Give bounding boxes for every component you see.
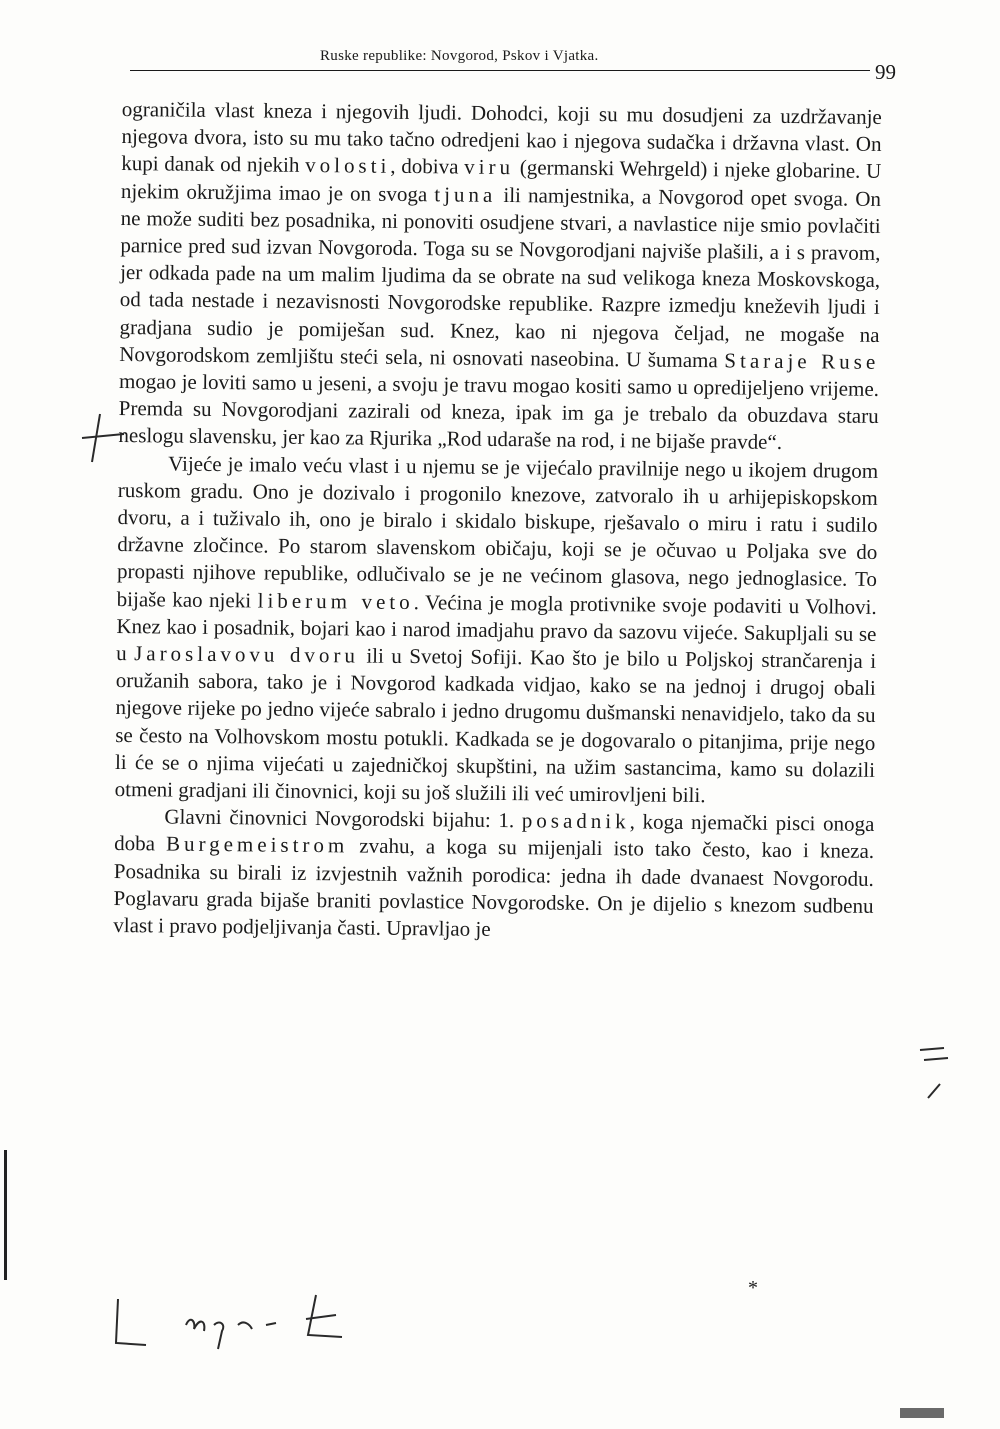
page-number: 99	[875, 60, 896, 84]
scan-speck	[4, 1150, 7, 1280]
p1-text-1: ograničila vlast kneza i njegovih ljudi. Dohodci, koji su mu dosudjeni za uzdržavanje njegova dvora, isto su mu tako tačno odredjeni kao i njegova sudačka i državna vlast. On kupi danak od njekih	[121, 96, 882, 178]
p1-term-volosti: volosti	[305, 153, 391, 179]
p2-text-1: Vijeće je imalo veću vlast i u njemu se je vijećalo pravilnije nego u ikojem drugom ruskom gradu. Ono je dozivalo i progonilo knezove, zatvoralo ih u arhijepiskopskom dvoru, a i tuživalo ih, ono je biralo i skidalo biskupe, rješavalo o miru i ratu i sudilo državne zločince. Po starom slavenskom običaju, koji se je očuvao u Poljaka sve do propasti njihove republike, odlučivalo se je ne većinom glasova, nego jednoglasice. To bijaše kao njeki	[116, 451, 879, 613]
p2-text-3: ili u Svetoj Sofiji. Kao što je bilo u Poljskoj strančarenja i oružanih sabora, tako je i Novgorod kadkada vidjao, kako se na jednoj i drugoj obali njegove rijeke po jedno vijeće sabralo i jedno drugomu dušmanski nenavidjelo, tako da su se često na Volhovskom mostu potukli. Kadkada se je dogovaralo o pitanjima, prije nego li će se o njima vijećati u zajedničkoj skupštini, na užim sastancima, kamo su dolazili otmeni gradjani ili činovnici, koji su još služili ili već umirovljeni bili.	[114, 643, 877, 808]
p3-text-1: Glavni činovnici Novgorodski bijahu: 1.	[164, 804, 522, 833]
p3-text-2: , koga njemački pisci onoga doba	[114, 809, 875, 856]
footnote-mark: *	[748, 1277, 758, 1299]
bottom-handwritten-scribble	[110, 1285, 370, 1355]
right-margin-mark	[914, 1040, 954, 1100]
scan-speck	[900, 1408, 944, 1418]
running-title: Ruske republike: Novgorod, Pskov i Vjatka.	[320, 48, 599, 64]
p3-term-posadnik: posadnik	[521, 808, 630, 834]
p3-text-3: zvahu, a koga su mijenjali isto tako često, kao i kneza. Posadnika su birali iz izvjestnih važnih porodica: jedna ih dade dvanaest Novgorodu. Poglavaru grada bijaše braniti povlastice Novgorodske. On je dijelio s knezom sudbenu vlast i pravo podjeljivanja časti. Upravljao je	[113, 833, 875, 941]
paragraph-1	[118, 96, 882, 458]
running-head	[130, 44, 900, 84]
body-text	[113, 96, 882, 947]
p2-text-2: . Većina je mogla protivnike svoje podaviti u Volhovi. Knez kao i posadnik, bojari kao i narod imadjahu pravo da sazovu vijeće. Sakupljali su se u	[116, 589, 877, 666]
p3-term-burgemeistrom: Burgemeistrom	[165, 831, 349, 858]
paragraph-2	[115, 450, 879, 812]
p1-text-2: , dobiva	[390, 154, 465, 179]
paragraph-3	[113, 803, 874, 947]
header-rule	[130, 70, 870, 71]
p1-term-tjuna: tjuna	[434, 181, 497, 207]
p2-term-liberum-veto: liberum veto	[257, 588, 414, 614]
p2-term-jaroslavovu-dvoru: Jaroslavovu dvoru	[134, 641, 360, 668]
p1-text-5: mogao je loviti samo u jeseni, a svoju je travu mogao kositi samo u opredijeljeno vrijeme. Premda su Novgorodjani zazirali od kneza, ipak im ga je trebalo da obuzdava staru neslogu slavensku, jer kao za Rjurika „Rod udaraše na rod, i ne bijaše pravde“.	[118, 369, 880, 455]
p1-text-4: ili namjestnika, a Novgorod opet svoga. On ne može suditi bez posadnika, ni ponoviti osudjene stvari, a navlastice nije smio povlačiti parnice pred sud izvan Novgoroda. Toga su se Novgorodjani najviše plašili, a i s pravom, jer odkada pade na um malim ljudima da se obrate na sud velikoga kneza Moskovskoga, od tada nestade i nezavisnosti Novgorodske republike. Razpre izmedju kneževih ljudi i gradjana sudio je pomiješan sud. Knez, kao ni njegova čeljad, ne mogaše na Novgorodskom zemljištu steći sela, ni osnovati naseobina. U šumama	[119, 182, 882, 373]
p1-term-staraje-ruse: Staraje Ruse	[724, 348, 880, 374]
margin-handwritten-mark	[78, 408, 128, 468]
p1-term-viru: viru	[464, 154, 515, 180]
p1-text-3: (germanski Wehrgeld) i njeke globarine. U njekim okružjima imao je on svoga	[120, 155, 882, 206]
